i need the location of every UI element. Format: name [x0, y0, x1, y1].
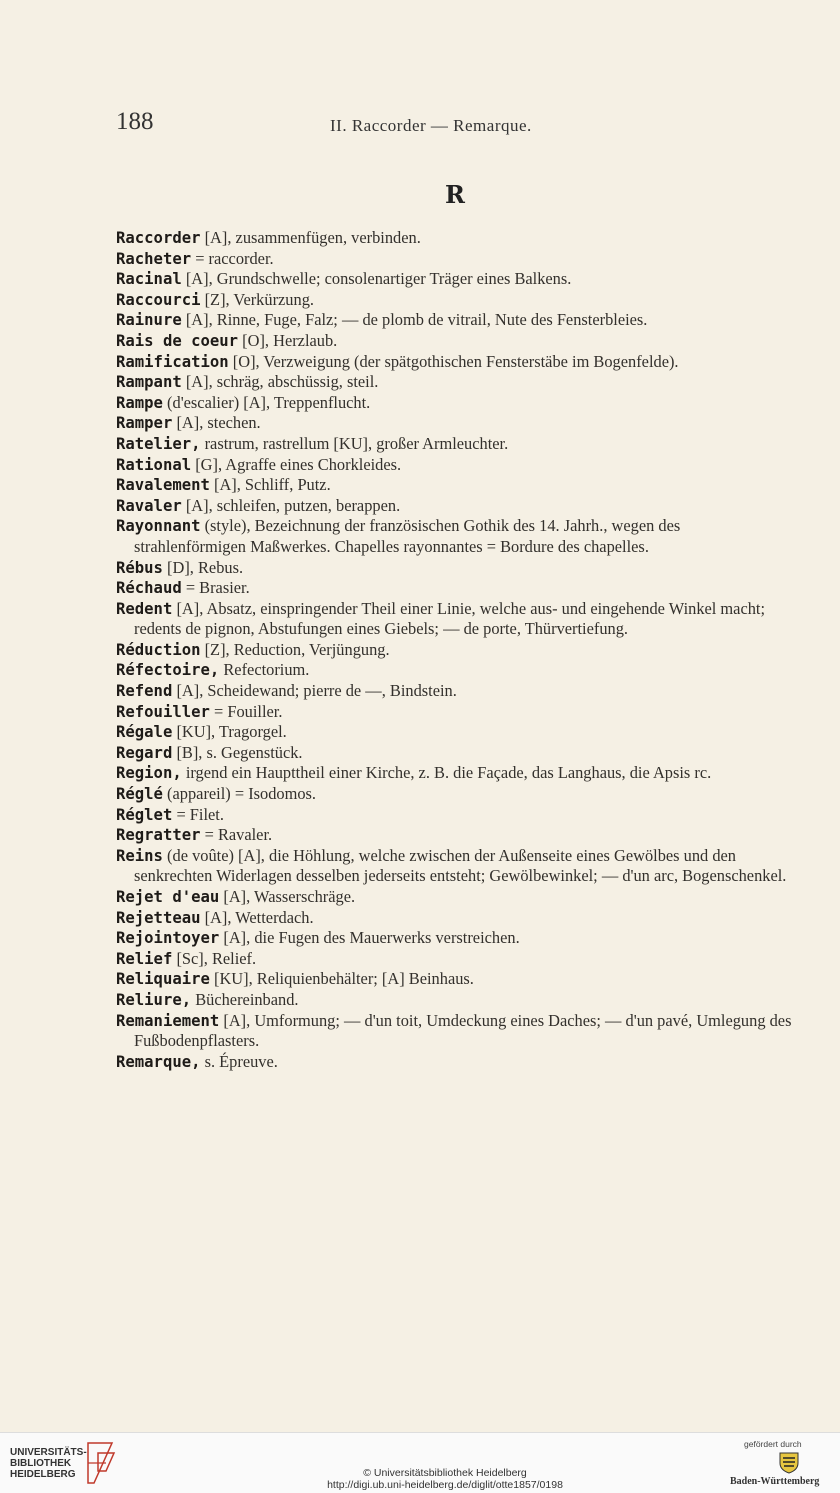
entry-headword: Refend: [116, 682, 173, 701]
entry-definition: = Filet.: [172, 804, 224, 824]
section-letter: R: [445, 180, 465, 209]
entry-headword: Raccorder: [116, 229, 201, 247]
entry-definition: [Z], Reduction, Verjüngung.: [200, 639, 390, 659]
entry-definition: [KU], Reliquienbehälter; [A] Beinhaus.: [209, 969, 474, 989]
dictionary-entry: [116, 887, 796, 908]
entry-definition: [O], Verzweigung (der spätgothischen Fensterstäbe im Bogenfelde).: [228, 351, 679, 371]
entry-headword: Rampant: [116, 373, 182, 392]
entry-headword: Regard: [116, 743, 173, 762]
entry-headword: Ramper: [116, 414, 173, 433]
entry-definition: [A], Umformung; — d'un toit, Umdeckung eines Daches; — d'un pavé, Umlegung des Fußbodenpflasters.: [134, 1010, 792, 1051]
dictionary-entry: [116, 722, 796, 743]
entry-headword: Reliquaire: [116, 970, 210, 989]
entry-definition: Refectorium.: [219, 660, 310, 680]
sponsor-name: Baden-Württemberg: [730, 1476, 820, 1487]
entry-definition: [A], zusammenfügen, verbinden.: [200, 228, 421, 247]
dictionary-entry: [116, 1011, 796, 1052]
entry-definition: = Brasier.: [181, 578, 250, 598]
dictionary-entry: [116, 908, 796, 929]
entry-headword: Regratter: [116, 826, 201, 845]
copyright-text: © Universitätsbibliothek Heidelberg: [363, 1467, 527, 1479]
coat-of-arms-icon: [776, 1450, 802, 1474]
entry-definition: [A], Rinne, Fuge, Falz; — de plomb de vitrail, Nute des Fensterbleies.: [181, 310, 648, 330]
entry-headword: Reliure,: [116, 990, 192, 1009]
dictionary-entry: [116, 825, 796, 846]
entry-headword: Réduction: [116, 640, 201, 659]
dictionary-entry: [116, 290, 796, 311]
dictionary-entry: [116, 805, 796, 826]
entry-headword: Réchaud: [116, 579, 182, 598]
dictionary-entry: [116, 352, 796, 373]
dictionary-entry: [116, 681, 796, 702]
entry-definition: [Z], Verkürzung.: [200, 289, 314, 309]
entry-headword: Racinal: [116, 270, 182, 289]
dictionary-entry: [116, 496, 796, 517]
page-header: [116, 108, 796, 142]
entry-headword: Remaniement: [116, 1011, 220, 1030]
entry-headword: Region,: [116, 764, 182, 783]
entry-headword: Rational: [116, 455, 192, 474]
entry-definition: = Ravaler.: [200, 825, 273, 845]
entry-definition: [A], schräg, abschüssig, steil.: [181, 372, 379, 392]
entry-headword: Racheter: [116, 249, 192, 268]
entry-definition: [A], Wetterdach.: [200, 907, 314, 927]
dictionary-entry: [116, 558, 796, 579]
entry-headword: Refouiller: [116, 702, 210, 721]
entry-definition: [A], Schliff, Putz.: [209, 475, 331, 495]
dictionary-entry: [116, 249, 796, 270]
entry-headword: Rejet d'eau: [116, 888, 220, 906]
dictionary-entry: [116, 413, 796, 434]
dictionary-entries: [116, 228, 796, 1072]
dictionary-entry: [116, 1052, 796, 1073]
dictionary-entry: [116, 846, 796, 887]
dictionary-entry: [116, 310, 796, 331]
entry-headword: Redent: [116, 599, 173, 618]
entry-headword: Ratelier,: [116, 434, 201, 453]
dictionary-entry: [116, 660, 796, 681]
entry-headword: Raccourci: [116, 290, 201, 309]
entry-headword: Rampe: [116, 393, 163, 412]
entry-definition: = raccorder.: [191, 248, 274, 268]
entry-definition: [A], Wasserschräge.: [219, 887, 356, 906]
entry-definition: [A], Grundschwelle; consolenartiger Träger eines Balkens.: [181, 269, 572, 289]
dictionary-entry: [116, 578, 796, 599]
entry-definition: [Sc], Relief.: [172, 948, 257, 968]
entry-headword: Ravaler: [116, 496, 182, 515]
entry-headword: Rainure: [116, 311, 182, 330]
entry-definition: (de voûte) [A], die Höhlung, welche zwischen der Außenseite eines Gewölbes und den senkrechten Widerlagen desselben jederseits entsteht; Gewölbewinkel; — d'un arc, Bogenschenkel.: [134, 845, 787, 886]
dictionary-entry: [116, 372, 796, 393]
dictionary-entry: [116, 475, 796, 496]
entry-headword: Rayonnant: [116, 517, 201, 536]
dictionary-entry: [116, 784, 796, 805]
dictionary-entry: [116, 763, 796, 784]
sponsor-label: gefördert durch: [744, 1439, 802, 1449]
library-name: UNIVERSITÄTS- BIBLIOTHEK HEIDELBERG: [10, 1447, 87, 1480]
entry-definition: [A], die Fugen des Mauerwerks verstreichen.: [219, 928, 520, 948]
dictionary-entry: [116, 331, 796, 352]
entry-definition: [A], Absatz, einspringender Theil einer Linie, welche aus- und eingehende Winkel macht; redents de pignon, Abstufungen eines Giebels; — de porte, Thürvertiefung.: [134, 598, 766, 639]
dictionary-entry: [116, 434, 796, 455]
entry-headword: Rejetteau: [116, 908, 201, 927]
entry-headword: Ramification: [116, 352, 229, 371]
entry-definition: irgend ein Haupttheil einer Kirche, z. B. die Façade, das Langhaus, die Apsis rc.: [181, 763, 712, 783]
entry-definition: [O], Herzlaub.: [238, 330, 338, 350]
entry-definition: (appareil) = Isodomos.: [162, 784, 317, 804]
page-number: 188: [116, 108, 154, 135]
entry-definition: [A], stechen.: [172, 413, 261, 433]
entry-headword: Reins: [116, 846, 163, 865]
entry-definition: = Fouiller.: [209, 701, 283, 721]
dictionary-entry: [116, 928, 796, 949]
source-url: http://digi.ub.uni-heidelberg.de/diglit/otte1857/0198: [327, 1479, 563, 1491]
dictionary-entry: [116, 990, 796, 1011]
entry-headword: Réglé: [116, 785, 163, 804]
footer-bar: [0, 1432, 840, 1493]
running-head: II. Raccorder — Remarque.: [330, 116, 532, 135]
entry-headword: Rais de coeur: [116, 331, 239, 350]
entry-headword: Relief: [116, 949, 173, 968]
entry-definition: [A], Scheidewand; pierre de —, Bindstein.: [172, 681, 457, 701]
entry-headword: Rébus: [116, 558, 163, 577]
entry-headword: Régale: [116, 723, 173, 742]
dictionary-entry: [116, 969, 796, 990]
entry-definition: rastrum, rastrellum [KU], großer Armleuchter.: [200, 433, 509, 453]
entry-definition: (style), Bezeichnung der französischen Gothik des 14. Jahrh., wegen des strahlenförmigen Maßwerkes. Chapelles rayonnantes = Bordure des chapelles.: [134, 516, 681, 556]
entry-headword: Rejointoyer: [116, 929, 220, 948]
entry-definition: Büchereinband.: [191, 989, 299, 1009]
entry-definition: (d'escalier) [A], Treppenflucht.: [162, 392, 371, 412]
entry-definition: [D], Rebus.: [162, 557, 244, 577]
dictionary-entry: [116, 393, 796, 414]
entry-definition: s. Épreuve.: [200, 1051, 278, 1071]
entry-headword: Réglet: [116, 805, 173, 824]
dictionary-entry: [116, 228, 796, 249]
entry-headword: Réfectoire,: [116, 661, 220, 680]
entry-definition: [B], s. Gegenstück.: [172, 742, 303, 762]
entry-headword: Remarque,: [116, 1052, 201, 1071]
entry-headword: Ravalement: [116, 476, 210, 495]
dictionary-entry: [116, 516, 796, 557]
dictionary-entry: [116, 599, 796, 640]
entry-definition: [KU], Tragorgel.: [172, 722, 287, 742]
dictionary-entry: [116, 702, 796, 723]
dictionary-entry: [116, 269, 796, 290]
dictionary-entry: [116, 455, 796, 476]
dictionary-entry: [116, 640, 796, 661]
entry-definition: [A], schleifen, putzen, berappen.: [181, 495, 401, 515]
dictionary-entry: [116, 949, 796, 970]
dictionary-entry: [116, 743, 796, 764]
entry-definition: [G], Agraffe eines Chorkleides.: [191, 454, 402, 474]
